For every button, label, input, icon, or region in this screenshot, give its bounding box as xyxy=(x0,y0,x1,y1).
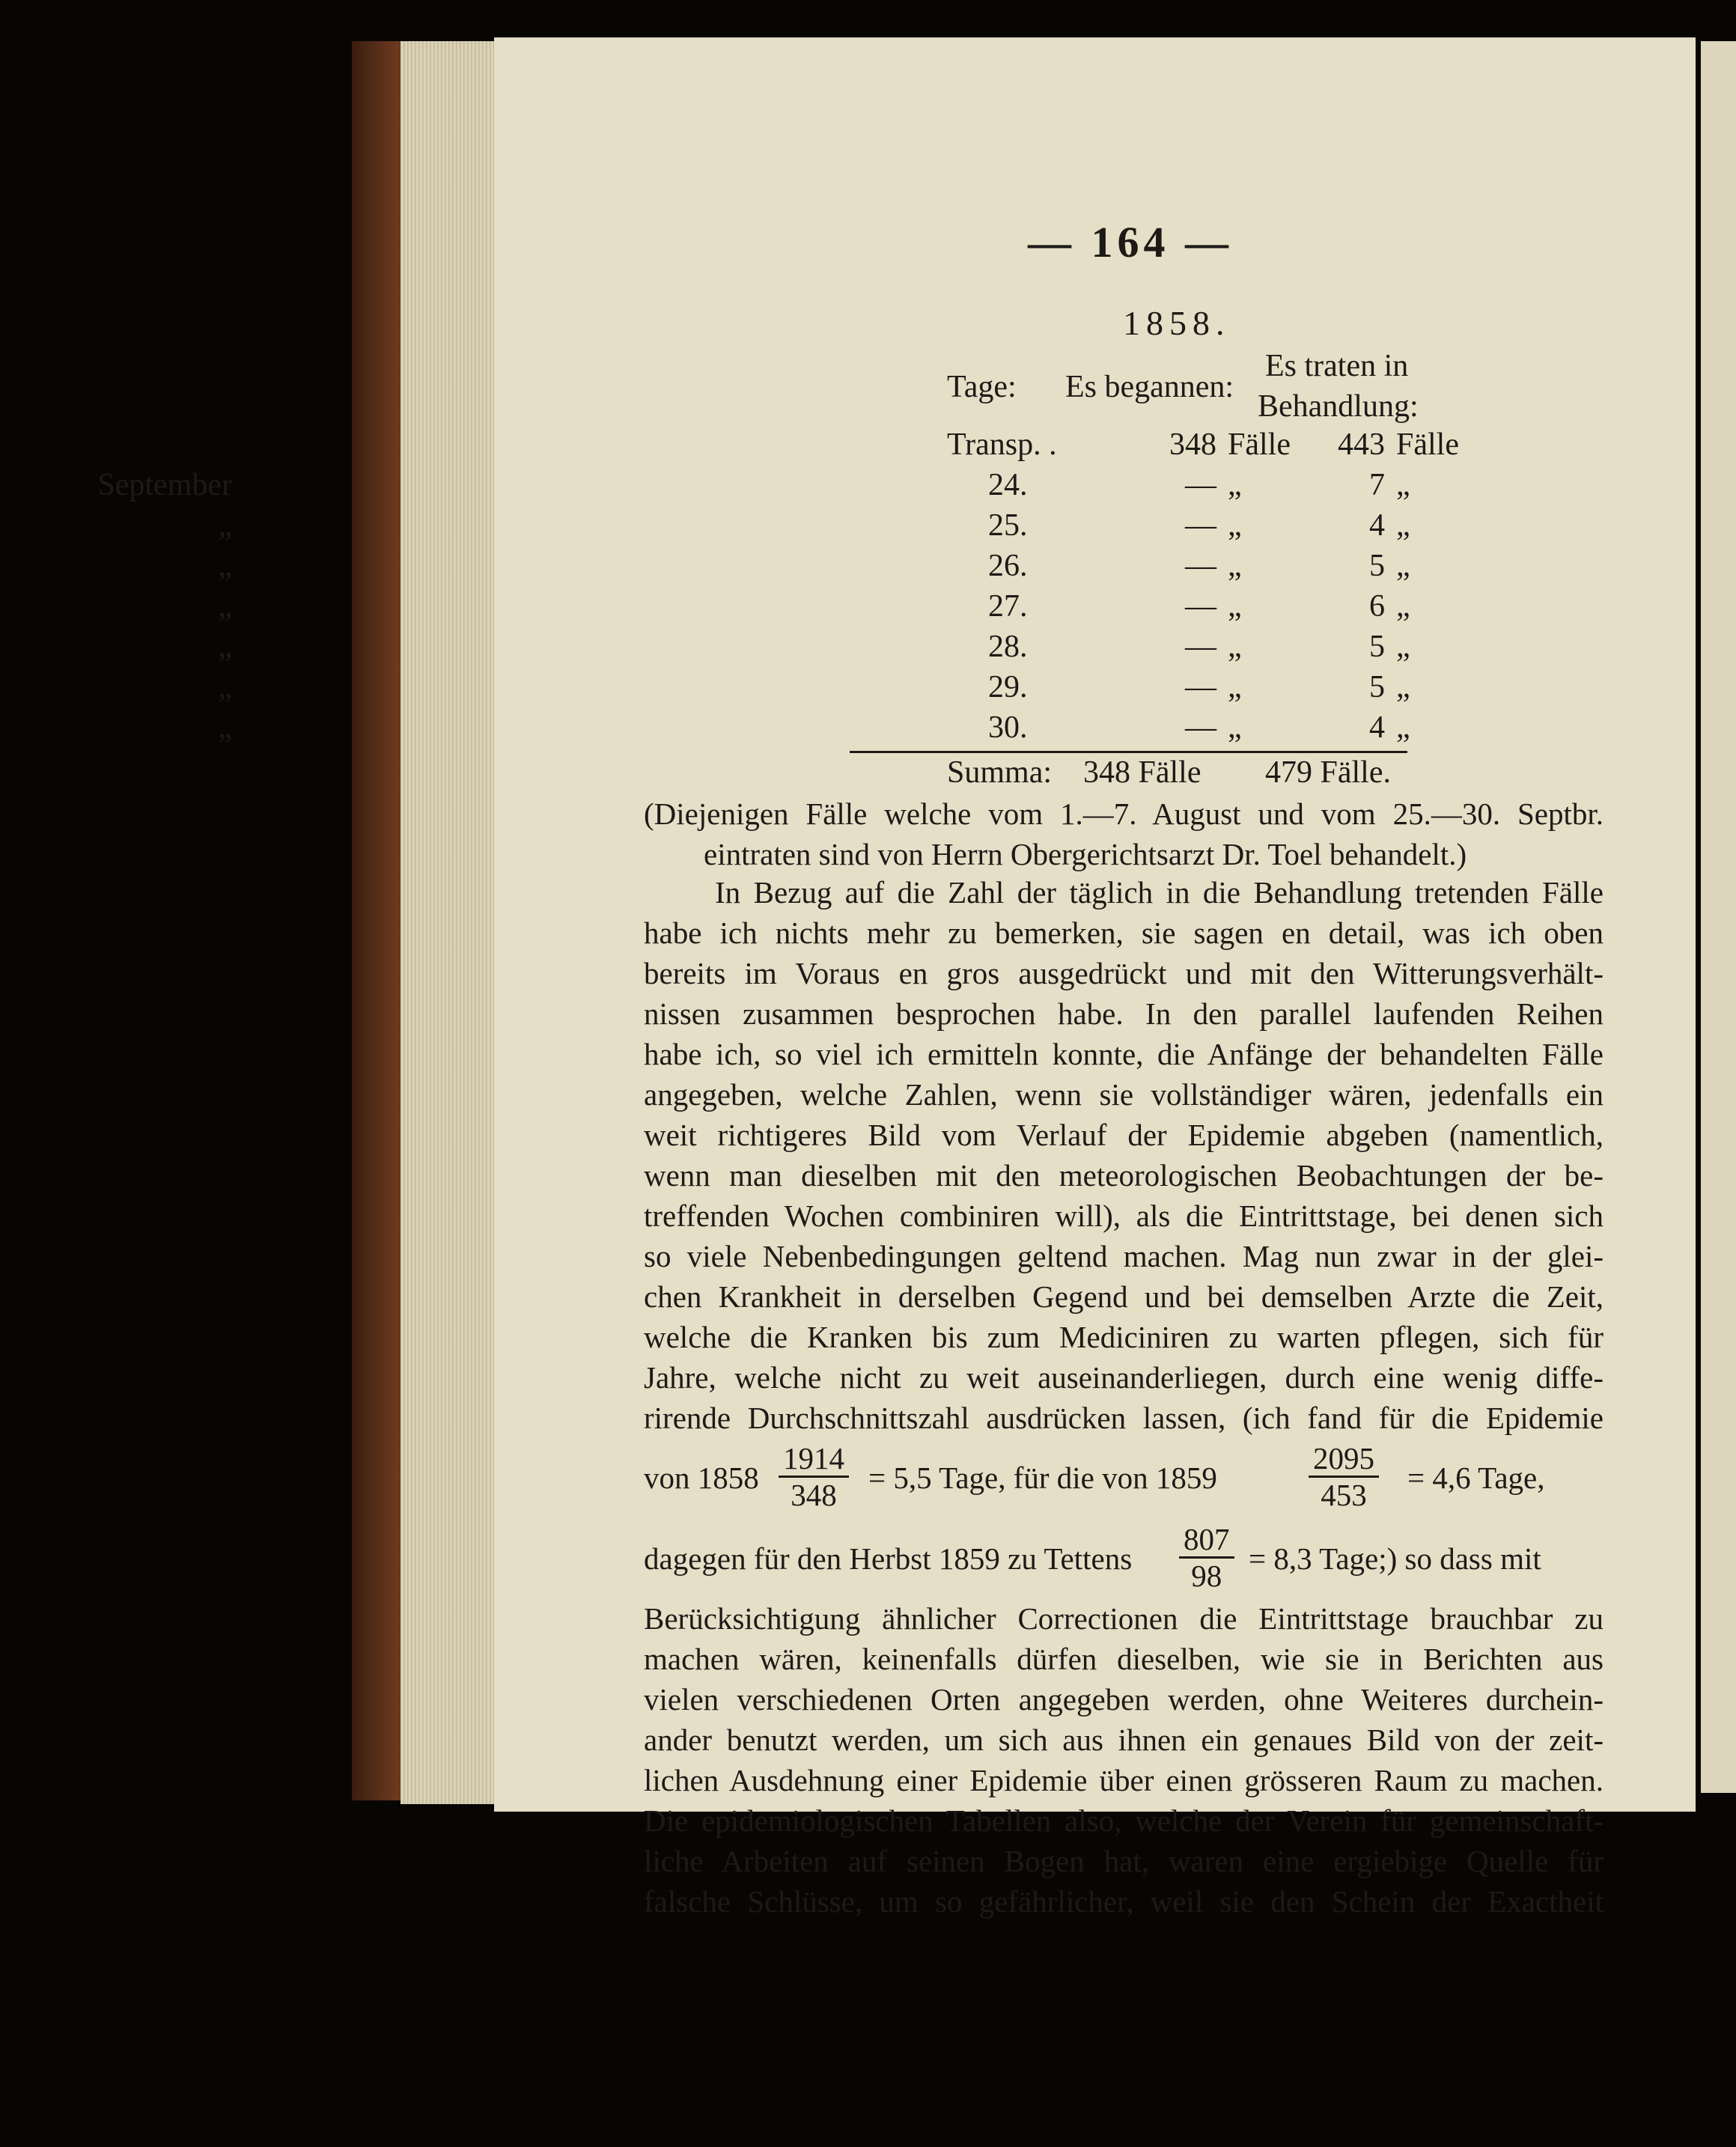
row-month: „ xyxy=(218,589,232,624)
body-paragraph-2 xyxy=(644,1598,1603,1922)
formula1-result2: = 4,6 Tage, xyxy=(1407,1461,1545,1495)
row-day: 24. xyxy=(988,468,1028,502)
text-line: ander benutzt werden, um sich aus ihnen ein genaues Bild von der zeit- xyxy=(644,1723,1603,1757)
page-number: — 164 — xyxy=(1028,218,1233,267)
column-header-days: Tage: xyxy=(947,370,1017,404)
text-line: habe ich nichts mehr zu bemerken, sie sagen en detail, was ich oben xyxy=(644,916,1603,950)
formula1-result: = 5,5 Tage, für die von 1859 xyxy=(868,1461,1217,1495)
row-began: — xyxy=(1185,670,1216,704)
fraction-numerator: 2095 xyxy=(1309,1441,1379,1478)
row-unit: „ xyxy=(1396,589,1410,624)
page-stack-edge xyxy=(401,41,494,1804)
row-month: „ xyxy=(218,670,232,704)
fraction-denominator: 453 xyxy=(1321,1478,1367,1512)
row-unit: „ xyxy=(1396,549,1410,583)
row-began: — xyxy=(1185,549,1216,583)
row-unit: „ xyxy=(1228,589,1242,624)
fraction-1859 xyxy=(1309,1441,1379,1512)
row-began: — xyxy=(1185,710,1216,745)
text-line: falsche Schlüsse, um so gefährlicher, weil sie den Schein der Exactheit xyxy=(644,1884,1603,1919)
text-line: angegeben, welche Zahlen, wenn sie vollständiger wären, jedenfalls ein xyxy=(644,1077,1603,1112)
row-began: — xyxy=(1185,468,1216,502)
row-day: 25. xyxy=(988,508,1028,543)
sum-entered: 479 Fälle. xyxy=(1265,755,1391,790)
row-count: 5 xyxy=(1369,630,1385,664)
text-line: treffenden Wochen combiniren will), als die Eintrittstage, bei denen sich xyxy=(644,1199,1603,1233)
row-unit: „ xyxy=(1396,630,1410,664)
row-day: 26. xyxy=(988,549,1028,583)
body-paragraph-1 xyxy=(644,872,1603,1438)
row-month: „ xyxy=(218,710,232,745)
row-count: 443 xyxy=(1338,427,1385,462)
row-unit: Fälle xyxy=(1228,427,1291,462)
row-unit: „ xyxy=(1228,630,1242,664)
text-line: weit richtigeres Bild vom Verlauf der Epidemie abgeben (namentlich, xyxy=(644,1118,1603,1152)
sum-label: Summa: xyxy=(947,755,1053,790)
row-unit: „ xyxy=(1396,670,1410,704)
text-line: wenn man dieselben mit den meteorologischen Beobachtungen der be- xyxy=(644,1158,1603,1193)
row-unit: „ xyxy=(1396,468,1410,502)
fraction-numerator: 807 xyxy=(1179,1522,1234,1559)
row-day: 27. xyxy=(988,589,1028,624)
text-line: welche die Kranken bis zum Mediciniren zu warten pflegen, sich für xyxy=(644,1320,1603,1354)
text-line: Jahre, welche nicht zu weit auseinanderliegen, durch eine wenig diffe- xyxy=(644,1360,1603,1395)
row-month: September xyxy=(97,468,232,502)
row-day: Transp. . xyxy=(947,427,1057,462)
text-line: chen Krankheit in derselben Gegend und bei demselben Arzte die Zeit, xyxy=(644,1279,1603,1314)
column-header-entered-line2: Behandlung: xyxy=(1258,389,1419,424)
row-count: 5 xyxy=(1369,670,1385,704)
row-began: 348 xyxy=(1169,427,1216,462)
row-count: 6 xyxy=(1369,589,1385,624)
text-line: nissen zusammen besprochen habe. In den parallel laufenden Reihen xyxy=(644,996,1603,1031)
sum-began: 348 Fälle xyxy=(1083,755,1202,790)
fraction-numerator: 1914 xyxy=(779,1441,849,1478)
row-day: 30. xyxy=(988,710,1028,745)
column-header-began: Es begannen: xyxy=(1065,370,1234,404)
row-count: 4 xyxy=(1369,508,1385,543)
fraction-1858 xyxy=(779,1441,849,1512)
fraction-denominator: 98 xyxy=(1191,1559,1222,1593)
text-line: In Bezug auf die Zahl der täglich in die Behandlung tretenden Fälle xyxy=(715,875,1603,910)
row-began: — xyxy=(1185,630,1216,664)
column-header-entered-line1: Es traten in xyxy=(1265,349,1409,383)
row-month: „ xyxy=(218,549,232,583)
row-unit: „ xyxy=(1396,710,1410,745)
facing-page-edge xyxy=(1701,41,1736,1793)
table-sum-rule xyxy=(850,751,1407,753)
text-line: (Diejenigen Fälle welche vom 1.—7. August und vom 25.—30. Septbr. xyxy=(644,797,1603,831)
text-line: eintraten sind von Herrn Obergerichtsarzt Dr. Toel behandelt.) xyxy=(704,837,1467,871)
row-unit: Fälle xyxy=(1396,427,1459,462)
fraction-denominator: 348 xyxy=(791,1478,837,1512)
table-footnote xyxy=(644,794,1603,874)
formula2-prefix: dagegen für den Herbst 1859 zu Tettens xyxy=(644,1541,1133,1576)
text-line: machen wären, keinenfalls dürfen dieselben, wie sie in Berichten aus xyxy=(644,1642,1603,1676)
formula2-result: = 8,3 Tage;) so dass mit xyxy=(1249,1541,1541,1576)
text-line: Die epidemiologischen Tabellen also, welche der Verein für gemeinschaft- xyxy=(644,1803,1603,1838)
row-count: 5 xyxy=(1369,549,1385,583)
text-line: liche Arbeiten auf seinen Bogen hat, waren eine ergiebige Quelle für xyxy=(644,1844,1603,1878)
row-day: 28. xyxy=(988,630,1028,664)
text-line: bereits im Voraus en gros ausgedrückt und mit den Witterungsverhält- xyxy=(644,956,1603,990)
text-line: Berücksichtigung ähnlicher Correctionen die Eintrittstage brauchbar zu xyxy=(644,1601,1603,1636)
row-day: 29. xyxy=(988,670,1028,704)
row-began: — xyxy=(1185,508,1216,543)
text-line: rirende Durchschnittszahl ausdrücken lassen, (ich fand für die Epidemie xyxy=(644,1401,1603,1435)
row-count: 4 xyxy=(1369,710,1385,745)
row-unit: „ xyxy=(1228,670,1242,704)
row-unit: „ xyxy=(1228,710,1242,745)
table-year: 1858. xyxy=(1123,304,1231,342)
text-line: so viele Nebenbedingungen geltend machen. Mag nun zwar in der glei- xyxy=(644,1239,1603,1273)
fraction-tettens xyxy=(1179,1522,1234,1593)
row-unit: „ xyxy=(1228,468,1242,502)
text-line: vielen verschiedenen Orten angegeben werden, ohne Weiteres durchein- xyxy=(644,1682,1603,1717)
row-month: „ xyxy=(218,630,232,664)
row-began: — xyxy=(1185,589,1216,624)
text-line: lichen Ausdehnung einer Epidemie über einen grösseren Raum zu machen. xyxy=(644,1763,1603,1797)
row-unit: „ xyxy=(1228,549,1242,583)
row-month: „ xyxy=(218,508,232,543)
row-unit: „ xyxy=(1396,508,1410,543)
row-count: 7 xyxy=(1369,468,1385,502)
formula1-prefix: von 1858 xyxy=(644,1461,759,1495)
text-line: habe ich, so viel ich ermitteln konnte, die Anfänge der behandelten Fälle xyxy=(644,1037,1603,1071)
row-unit: „ xyxy=(1228,508,1242,543)
